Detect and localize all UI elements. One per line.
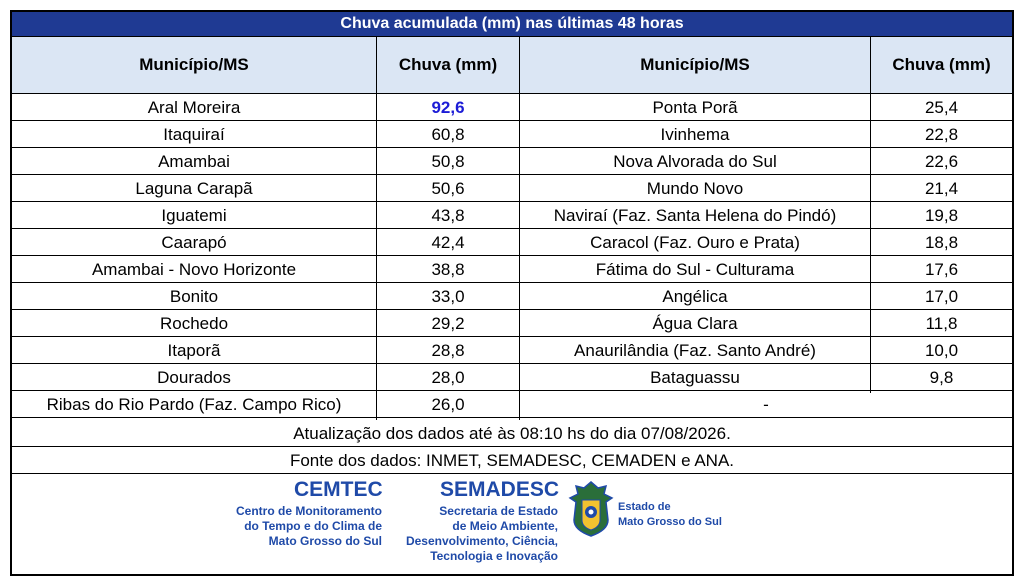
chuva-cell: 10,0 (924, 341, 959, 360)
chuva-cell: 25,4 (924, 98, 959, 117)
municipio-cell: Ponta Porã (652, 98, 738, 117)
column-divider (519, 37, 520, 420)
municipio-cell: Bonito (169, 287, 219, 306)
chuva-cell: 22,8 (924, 125, 959, 144)
municipio-cell: Ribas do Rio Pardo (Faz. Campo Rico) (46, 395, 342, 414)
chuva-cell: 42,4 (431, 233, 465, 252)
chuva-cell: 17,6 (924, 260, 959, 279)
municipio-cell: Laguna Carapã (135, 179, 253, 198)
table-row (12, 229, 1012, 256)
header-municipio-left: Município/MS (12, 37, 376, 94)
column-divider (870, 37, 871, 393)
chuva-cell: 21,4 (924, 179, 959, 198)
chuva-cell: 50,8 (431, 152, 465, 171)
municipio-cell: Caracol (Faz. Ouro e Prata) (590, 233, 800, 252)
municipio-cell: Naviraí (Faz. Santa Helena do Pindó) (553, 206, 837, 225)
table-row (12, 202, 1012, 229)
table-row (12, 94, 1012, 121)
chuva-cell: 28,0 (431, 368, 465, 387)
chuva-cell: 26,0 (431, 395, 465, 414)
municipio-cell: Amambai - Novo Horizonte (91, 260, 297, 279)
table-row (12, 391, 1012, 418)
chuva-cell: 60,8 (431, 125, 465, 144)
municipio-cell: Nova Alvorada do Sul (613, 152, 777, 171)
municipio-cell: Rochedo (159, 314, 229, 333)
chuva-cell: 17,0 (924, 287, 959, 306)
municipio-cell: Bataguassu (650, 368, 740, 387)
municipio-cell: Itaquiraí (163, 125, 225, 144)
table-row (12, 148, 1012, 175)
table-row (12, 364, 1012, 391)
municipio-cell: Ivinhema (660, 125, 730, 144)
chuva-cell: 11,8 (925, 314, 958, 333)
column-divider (376, 37, 377, 420)
rainfall-table (10, 10, 1014, 576)
municipio-cell: Mundo Novo (646, 179, 744, 198)
chuva-cell: 92,6 (431, 98, 465, 117)
header-chuva-right: Chuva (mm) (871, 37, 1012, 94)
chuva-cell: 18,8 (924, 233, 959, 252)
municipio-cell: Amambai (158, 152, 230, 171)
municipio-cell: - (763, 395, 769, 414)
municipio-cell: Angélica (662, 287, 728, 306)
semadesc-caption: Secretaria de Estado de Meio Ambiente, Desenvolvimento, Ciência, Tecnologia e Inovação (405, 504, 558, 563)
table-row (12, 256, 1012, 283)
cemtec-caption: Centro de Monitoramento do Tempo e do Clima de Mato Grosso do Sul (236, 504, 382, 548)
state-coat-of-arms-icon (568, 480, 614, 538)
municipio-cell: Água Clara (652, 314, 738, 333)
municipio-cell: Iguatemi (161, 206, 227, 225)
source-note: Fonte dos dados: INMET, SEMADESC, CEMADEN e ANA. (12, 447, 1012, 474)
logos-footer (12, 470, 1012, 574)
header-municipio-right: Município/MS (520, 37, 870, 94)
state-caption: Estado de Mato Grosso do Sul (618, 501, 722, 528)
chuva-cell: 19,8 (924, 206, 959, 225)
table-title: Chuva acumulada (mm) nas últimas 48 horas (12, 12, 1012, 37)
chuva-cell: 38,8 (431, 260, 465, 279)
chuva-cell: 43,8 (431, 206, 465, 225)
chuva-cell: 29,2 (431, 314, 465, 333)
table-row (12, 283, 1012, 310)
update-note: Atualização dos dados até às 08:10 hs do dia 07/08/2026. (12, 420, 1012, 447)
chuva-cell: 22,6 (924, 152, 959, 171)
table-row (12, 337, 1012, 364)
municipio-cell: Caarapó (161, 233, 227, 252)
municipio-cell: Fátima do Sul - Culturama (595, 260, 795, 279)
table-row (12, 175, 1012, 202)
chuva-cell: 33,0 (431, 287, 465, 306)
table-row (12, 121, 1012, 148)
chuva-cell: 9,8 (929, 368, 954, 387)
cemtec-logo: CEMTEC (294, 478, 383, 501)
semadesc-logo: SEMADESC (440, 478, 560, 501)
municipio-cell: Dourados (157, 368, 231, 387)
municipio-cell: Anaurilândia (Faz. Santo André) (574, 341, 816, 360)
municipio-cell: Aral Moreira (147, 98, 241, 117)
municipio-cell: Itaporã (167, 341, 221, 360)
header-chuva-left: Chuva (mm) (377, 37, 519, 94)
table-row (12, 310, 1012, 337)
chuva-cell: 28,8 (431, 341, 465, 360)
chuva-cell: 50,6 (431, 179, 465, 198)
